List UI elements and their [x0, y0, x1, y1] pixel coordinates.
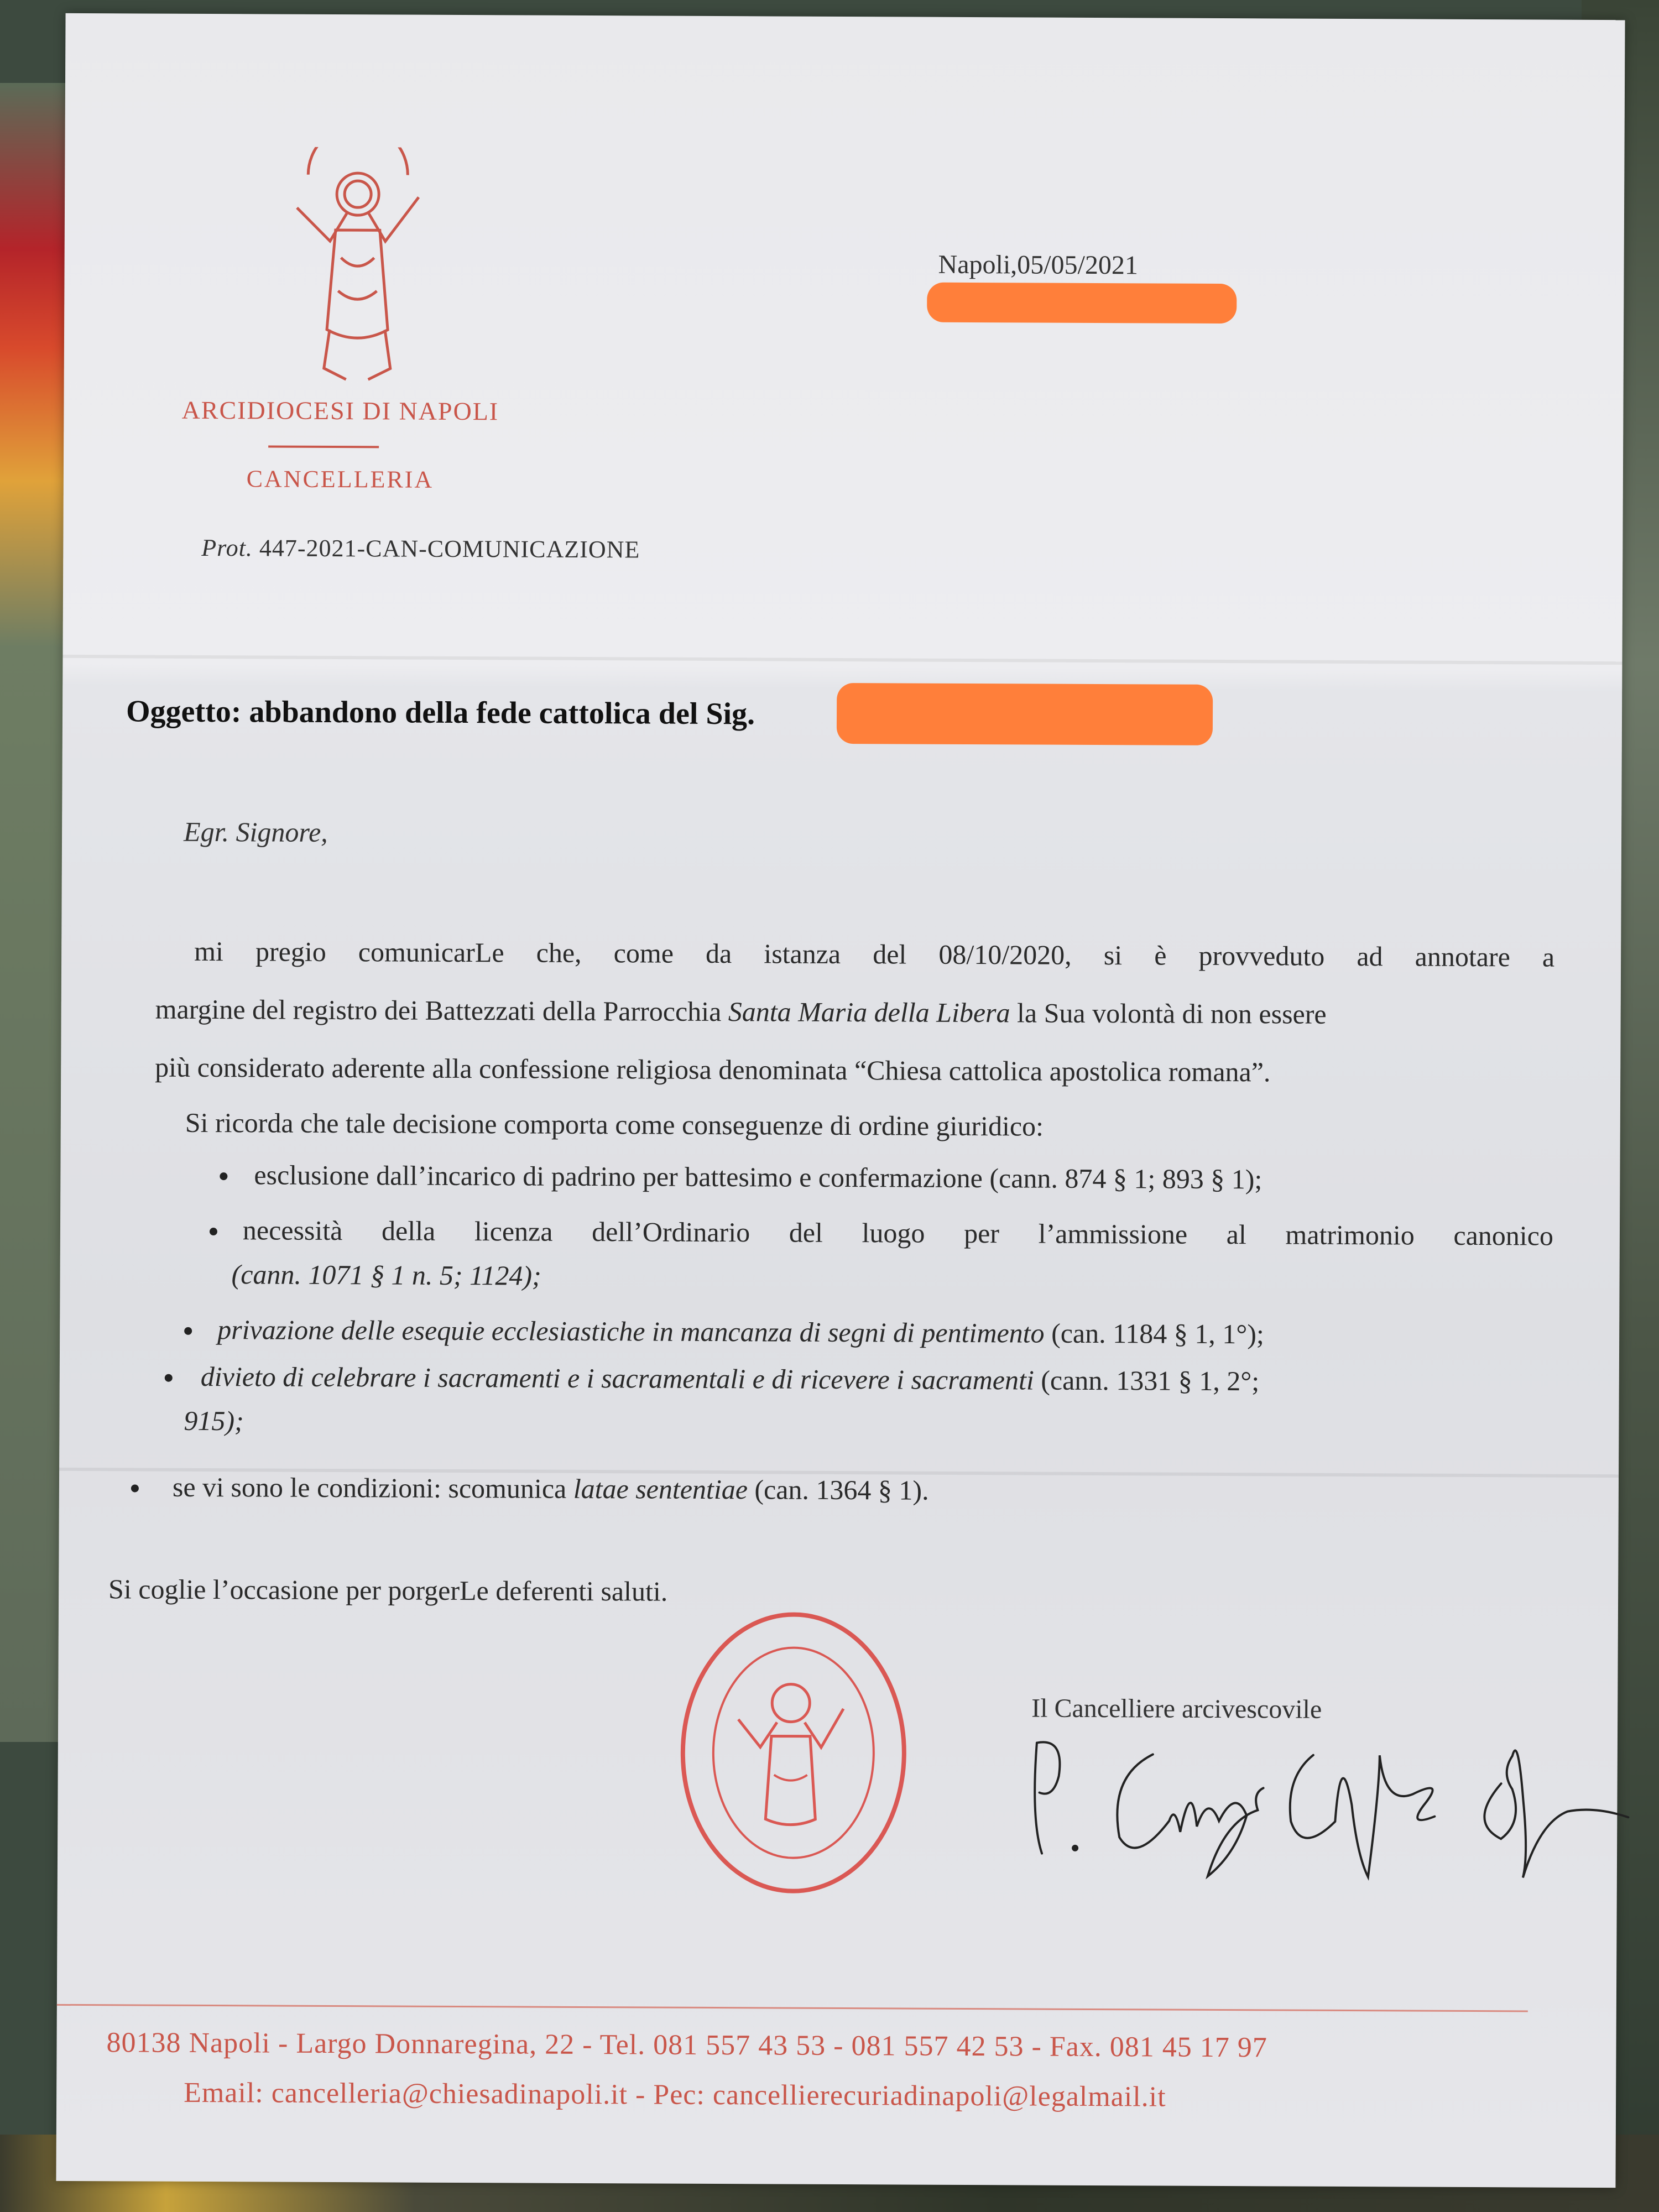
- consequence-item: privazione delle esequie ecclesiastiche in mancanza di segni di pentimento (can. 1184 § 1, 1°);: [217, 1314, 1264, 1350]
- archdiocese-name: ARCIDIOCESI DI NAPOLI: [181, 395, 499, 426]
- redaction-mark: [837, 683, 1213, 745]
- redaction-mark: [927, 283, 1237, 324]
- consequence-item: esclusione dall’incarico di padrino per battesimo e confermazione (cann. 874 § 1; 893 § 1);: [254, 1159, 1262, 1195]
- consequence-item-cont: 915);: [184, 1405, 244, 1437]
- background-cloth-left: [0, 83, 66, 1742]
- bullet-dot: [184, 1327, 192, 1335]
- signer-title: Il Cancelliere arcivescovile: [1031, 1693, 1322, 1724]
- letterhead-divider: [268, 445, 379, 448]
- footer-contacts: Email: cancelleria@chiesadinapoli.it - Pec: cancellierecuriadinapoli@legalmail.it: [184, 2077, 1166, 2113]
- date-line: Napoli,05/05/2021: [938, 249, 1139, 280]
- paragraph-line: mi pregio comunicarLe che, come da istanza del 08/10/2020, si è provveduto ad annotare a: [194, 935, 1555, 973]
- saint-logo: [263, 147, 452, 390]
- consequence-item-cont: (cann. 1071 § 1 n. 5; 1124);: [231, 1259, 541, 1291]
- consequence-item: divieto di celebrare i sacramenti e i sacramentali e di ricevere i sacramenti (cann. 1331 § 1, 2°;: [200, 1360, 1260, 1397]
- consequences-intro: Si ricorda che tale decisione comporta come conseguenze di ordine giuridico:: [185, 1107, 1044, 1142]
- subject-line: Oggetto: abbandono della fede cattolica del Sig.: [126, 694, 755, 732]
- paper-fold: [62, 655, 1622, 665]
- closing-line: Si coglie l’occasione per porgerLe deferenti saluti.: [108, 1573, 668, 1607]
- consequence-item: se vi sono le condizioni: scomunica latae sententiae (can. 1364 § 1).: [172, 1471, 929, 1506]
- bullet-dot: [220, 1172, 227, 1180]
- bullet-dot: [131, 1484, 139, 1492]
- protocol-number: Prot. 447-2021-CAN-COMUNICAZIONE: [201, 534, 640, 564]
- parish-name: Santa Maria della Libera: [728, 996, 1010, 1029]
- official-seal-stamp: [677, 1609, 910, 1897]
- letter-page: [56, 13, 1625, 2188]
- office-name: CANCELLERIA: [246, 465, 434, 493]
- salutation: Egr. Signore,: [183, 816, 328, 848]
- bullet-dot: [165, 1374, 173, 1382]
- handwritten-signature: [1025, 1709, 1640, 1911]
- footer-address: 80138 Napoli - Largo Donnaregina, 22 - Tel. 081 557 43 53 - 081 557 42 53 - Fax. 081 45 17 97: [106, 2027, 1267, 2064]
- paragraph-line: più considerato aderente alla confessione religiosa denominata “Chiesa cattolica apostolica romana”.: [155, 1051, 1271, 1088]
- paragraph-line: margine del registro dei Battezzati della Parrocchia Santa Maria della Libera la Sua volontà di non essere: [155, 993, 1327, 1030]
- consequence-item: necessità della licenza dell’Ordinario del luogo per l’ammissione al matrimonio canonico: [242, 1214, 1554, 1251]
- bullet-dot: [210, 1228, 217, 1235]
- footer-divider: [57, 2004, 1528, 2012]
